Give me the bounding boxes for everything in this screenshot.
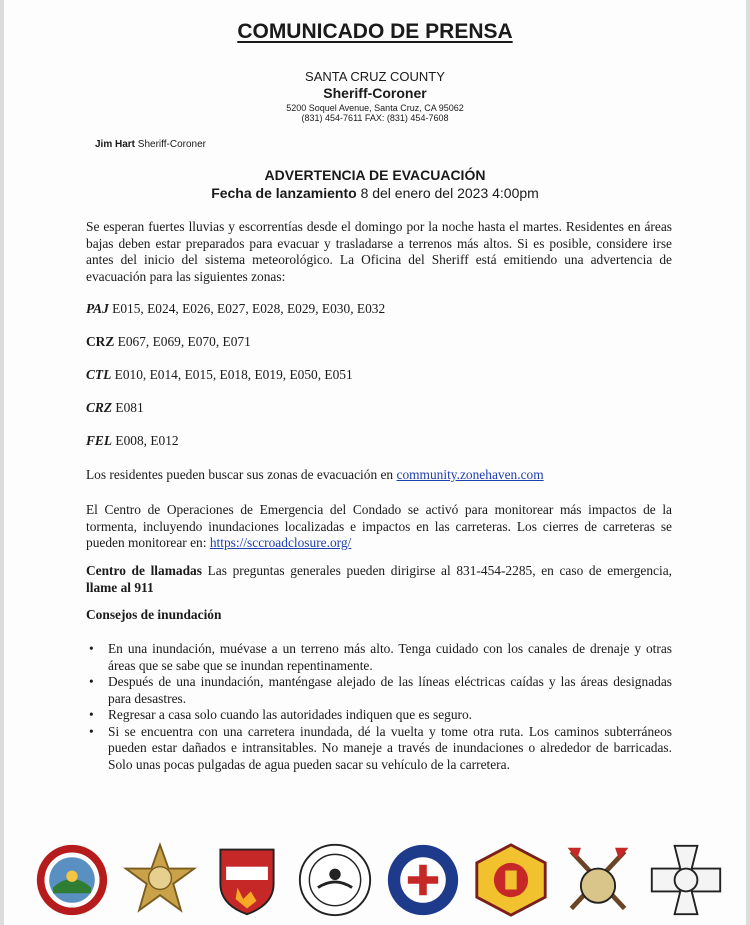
road-closure-link[interactable]: https://sccroadclosure.org/ — [209, 535, 352, 550]
eoc-paragraph — [86, 502, 672, 552]
tip-item: • Después de una inundación, manténgase alejado de las líneas eléctricas caídas y las áreas designadas para desastres. — [86, 674, 672, 707]
zone-code: PAJ — [86, 301, 109, 316]
scotts-valley-cross-icon — [648, 842, 724, 918]
zone-line — [86, 301, 385, 317]
sheriff-line — [95, 139, 206, 150]
release-date-line — [4, 184, 746, 202]
zonehaven-link[interactable]: community.zonehaven.com — [396, 467, 544, 482]
release-heading — [4, 166, 746, 202]
call-center-text: Las preguntas generales pueden dirigirse al 831-454-2285, en caso de emergencia, — [207, 563, 673, 578]
agency-header — [4, 69, 746, 123]
call-center-label: Centro de llamadas — [86, 563, 202, 578]
agency-phone: (831) 454-7611 FAX: (831) 454-7608 — [301, 113, 449, 123]
zone-code: CRZ — [86, 334, 115, 349]
release-date: 8 del enero del 2023 4:00pm — [360, 185, 539, 201]
fire-department-seal-icon — [34, 842, 110, 918]
zone-line — [86, 433, 179, 449]
sheriff-star-icon — [122, 842, 198, 918]
tip-item: • Si se encuentra con una carretera inundada, dé la vuelta y tome otra ruta. Los caminos subterráneos pueden estar dañados e intransitables. No maneje a través de inundaciones o alrededor de barricadas. Solo unas pocas pulgadas de agua pueden sacar su vehículo de la carretera. — [86, 724, 672, 774]
boulder-creek-icon — [473, 842, 549, 918]
release-date-label: Fecha de lanzamiento — [211, 185, 357, 201]
tips-heading: Consejos de inundación — [86, 607, 222, 622]
zone-line — [86, 334, 251, 350]
felton-fire-icon — [385, 842, 461, 918]
sheriff-role: Sheriff-Coroner — [137, 139, 206, 150]
zone-code: FEL — [86, 433, 113, 448]
sheriff-name: Jim Hart — [95, 139, 136, 150]
zone-list: E015, E024, E026, E027, E028, E029, E030, E032 — [112, 301, 386, 316]
eoc-text: El Centro de Operaciones de Emergencia del Condado se activó para monitorear más impactos de la tormenta, incluyendo inundaciones localizadas e impactos en las carreteras. Los cierres de carreteras se pueden monitorear en: — [86, 502, 672, 550]
document-title: COMUNICADO DE PRENSA — [237, 20, 513, 43]
press-release-page — [4, 0, 746, 925]
lookup-text: Los residentes pueden buscar sus zonas de evacuación en — [86, 467, 394, 482]
tips-list — [86, 641, 672, 773]
cal-fire-shield-icon — [209, 842, 285, 918]
agency-office: Sheriff-Coroner — [323, 85, 427, 101]
partner-logos-row — [34, 840, 724, 920]
release-title: ADVERTENCIA DE EVACUACIÓN — [264, 167, 486, 183]
tip-item: • En una inundación, muévase a un terreno más alto. Tenga cuidado con los canales de drenaje y otras áreas que se sabe que se inundan repentinamente. — [86, 641, 672, 674]
lookup-paragraph — [86, 467, 672, 484]
agency-address: 5200 Soquel Avenue, Santa Cruz, CA 95062 — [286, 103, 464, 113]
zone-list: E081 — [115, 400, 144, 415]
zone-list: E067, E069, E070, E071 — [117, 334, 251, 349]
zone-code: CRZ — [86, 400, 113, 415]
fire-axes-emblem-icon — [560, 842, 636, 918]
zone-list: E010, E014, E015, E018, E019, E050, E051 — [114, 367, 353, 382]
zone-list: E008, E012 — [115, 433, 179, 448]
intro-paragraph: Se esperan fuertes lluvias y escorrentías desde el domingo por la noche hasta el martes. Residentes en áreas bajas deben estar preparados para evacuar y trasladarse a terrenos más altos. Si es posible, considere irse antes del inicio del sistema meteorológico. La Oficina del Sheriff está emitiendo una advertencia de evacuación para las siguientes zonas: — [86, 219, 672, 284]
county-seal-icon — [297, 842, 373, 918]
zone-line — [86, 400, 144, 416]
call-center-paragraph — [86, 563, 672, 596]
zone-code: CTL — [86, 367, 112, 382]
zone-line — [86, 367, 353, 383]
tip-item: • Regresar a casa solo cuando las autoridades indiquen que es seguro. — [86, 707, 672, 724]
emergency-number: llame al 911 — [86, 579, 154, 595]
agency-county: SANTA CRUZ COUNTY — [305, 69, 445, 84]
